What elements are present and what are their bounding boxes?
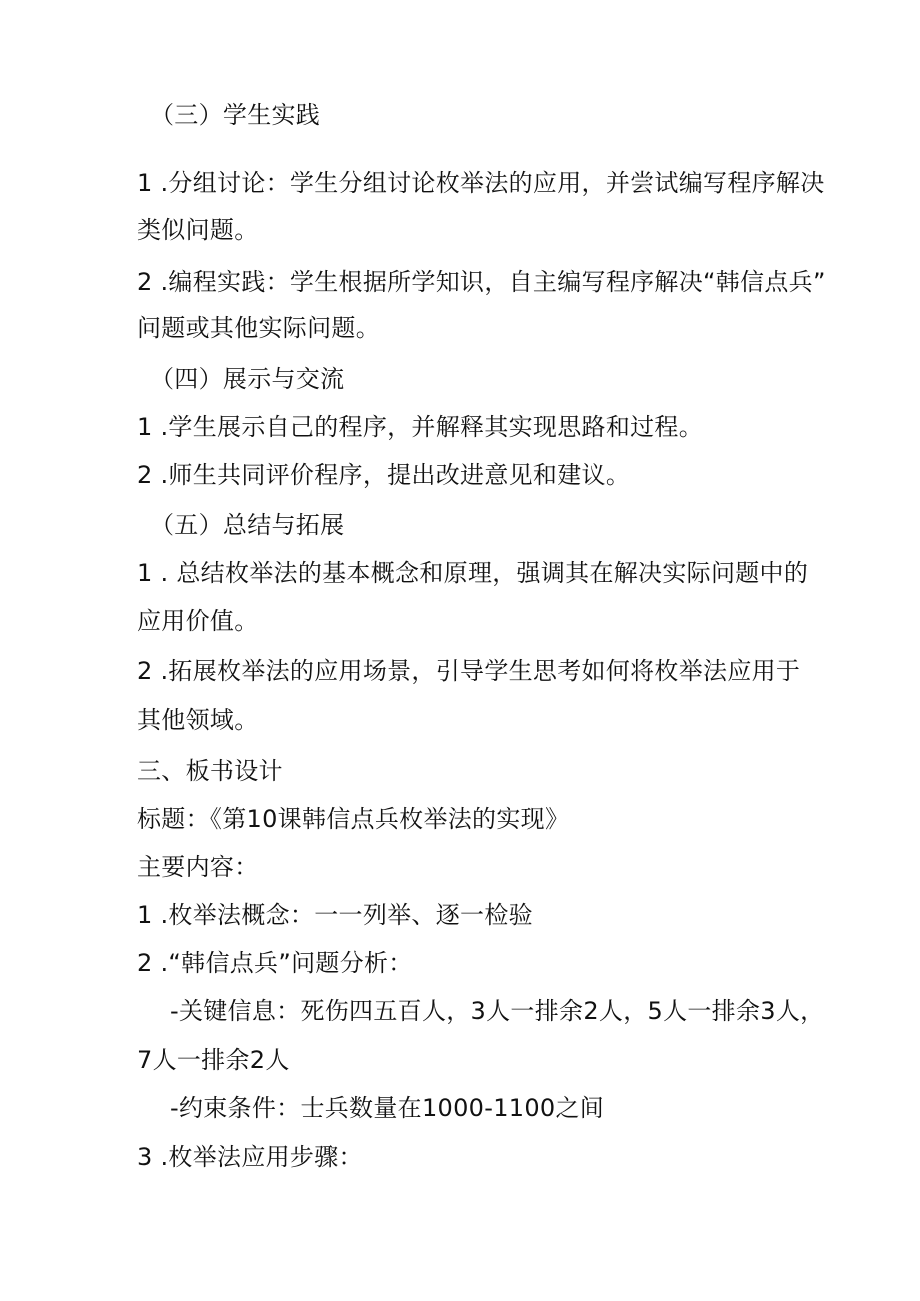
section-4-item-2: 2 .师生共同评价程序，提出改进意见和建议。 (137, 461, 631, 489)
board-point-1: 1 .枚举法概念：一一列举、逐一检验 (137, 901, 533, 929)
section-3-item-1-line-2: 类似问题。 (137, 216, 259, 244)
section-5-item-2-line-1: 2 .拓展枚举法的应用场景，引导学生思考如何将枚举法应用于 (137, 657, 801, 685)
board-point-3: 3 .枚举法应用步骤： (137, 1143, 363, 1171)
section-3-heading: （三）学生实践 (150, 101, 321, 129)
board-point-2: 2 .“韩信点兵”问题分析： (137, 949, 413, 977)
section-5-item-1-line-2: 应用价值。 (137, 607, 259, 635)
section-4-item-1: 1 .学生展示自己的程序，并解释其实现思路和过程。 (137, 413, 704, 441)
section-4-heading: （四）展示与交流 (150, 365, 345, 393)
section-5-item-2-line-2: 其他领域。 (137, 706, 259, 734)
section-3-item-2-line-2: 问题或其他实际问题。 (137, 314, 380, 342)
board-design-heading: 三、板书设计 (137, 757, 283, 785)
section-3-item-2-line-1: 2 .编程实践：学生根据所学知识，自主编写程序解决“韩信点兵” (137, 268, 826, 296)
board-content-label: 主要内容： (137, 853, 259, 881)
section-5-heading: （五）总结与拓展 (150, 511, 345, 539)
section-5-item-1-line-1: 1 . 总结枚举法的基本概念和原理，强调其在解决实际问题中的 (137, 559, 809, 587)
board-constraint: -约束条件：士兵数量在1000-1100之间 (170, 1094, 605, 1122)
board-title: 标题：《第10课韩信点兵枚举法的实现》 (137, 805, 570, 833)
section-3-item-1-line-1: 1 .分组讨论：学生分组讨论枚举法的应用，并尝试编写程序解决 (137, 169, 825, 197)
board-key-info-line-1: -关键信息：死伤四五百人，3人一排余2人，5人一排余3人， (170, 997, 825, 1025)
board-key-info-line-2: 7人一排余2人 (137, 1046, 290, 1074)
